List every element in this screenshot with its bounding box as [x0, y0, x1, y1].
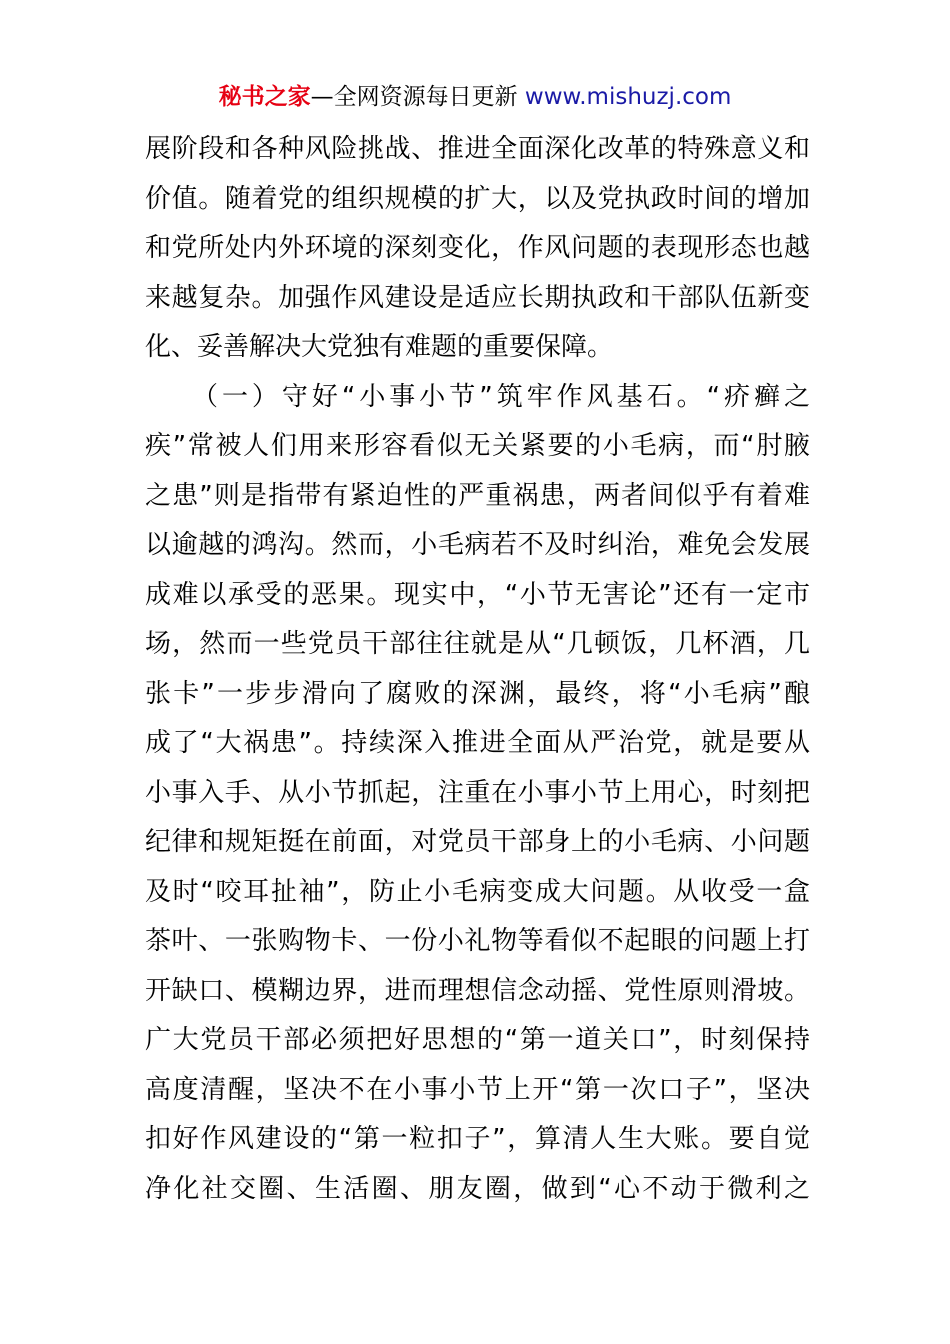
text-line: 成了“大祸患”。持续深入推进全面从严治党，就是要从	[145, 728, 810, 758]
page-header	[0, 80, 950, 114]
text-line: 来越复杂。加强作风建设是适应长期执政和干部队伍新变	[145, 282, 810, 313]
text-line: （一）守好“小事小节”筑牢作风基石。“疥癣之	[145, 381, 810, 412]
header-tagline: —全网资源每日更新	[310, 84, 525, 110]
text-line: 广大党员干部必须把好思想的“第一道关口”，时刻保持	[145, 1025, 810, 1055]
paragraph	[145, 373, 810, 1215]
text-line: 以逾越的鸿沟。然而，小毛病若不及时纠治，难免会发展	[145, 530, 810, 560]
text-line: 小事入手、从小节抓起，注重在小事小节上用心，时刻把	[145, 777, 810, 808]
document-body	[145, 125, 810, 1214]
text-line: 成难以承受的恶果。现实中，“小节无害论”还有一定市	[145, 579, 810, 610]
text-line: 展阶段和各种风险挑战、推进全面深化改革的特殊意义和	[145, 134, 810, 164]
text-line: 和党所处内外环境的深刻变化，作风问题的表现形态也越	[145, 233, 810, 263]
text-line: 张卡”一步步滑向了腐败的深渊，最终，将“小毛病”酿	[145, 678, 810, 709]
text-line: 疾”常被人们用来形容看似无关紧要的小毛病，而“肘腋	[145, 431, 810, 461]
text-line: 开缺口、模糊边界，进而理想信念动摇、党性原则滑坡。	[145, 975, 810, 1006]
text-line: 净化社交圈、生活圈、朋友圈，做到“心不动于微利之	[145, 1173, 810, 1204]
text-line: 之患”则是指带有紧迫性的严重祸患，两者间似乎有着难	[145, 480, 810, 511]
text-line: 及时“咬耳扯袖”，防止小毛病变成大问题。从收受一盒	[145, 876, 810, 907]
brand-name: 秘书之家	[218, 84, 311, 110]
text-line: 场，然而一些党员干部往往就是从“几顿饭，几杯酒，几	[145, 629, 810, 659]
text-line: 化、妥善解决大党独有难题的重要保障。	[145, 332, 614, 362]
site-url-link[interactable]: www.mishuzj.com	[524, 84, 732, 110]
paragraph	[145, 125, 810, 373]
text-line: 纪律和规矩挺在前面，对党员干部身上的小毛病、小问题	[145, 827, 810, 857]
text-line: 高度清醒，坚决不在小事小节上开“第一次口子”，坚决	[145, 1074, 810, 1105]
text-line: 价值。随着党的组织规模的扩大，以及党执政时间的增加	[145, 183, 810, 214]
text-line: 扣好作风建设的“第一粒扣子”，算清人生大账。要自觉	[145, 1124, 810, 1154]
text-line: 茶叶、一张购物卡、一份小礼物等看似不起眼的问题上打	[145, 926, 810, 956]
